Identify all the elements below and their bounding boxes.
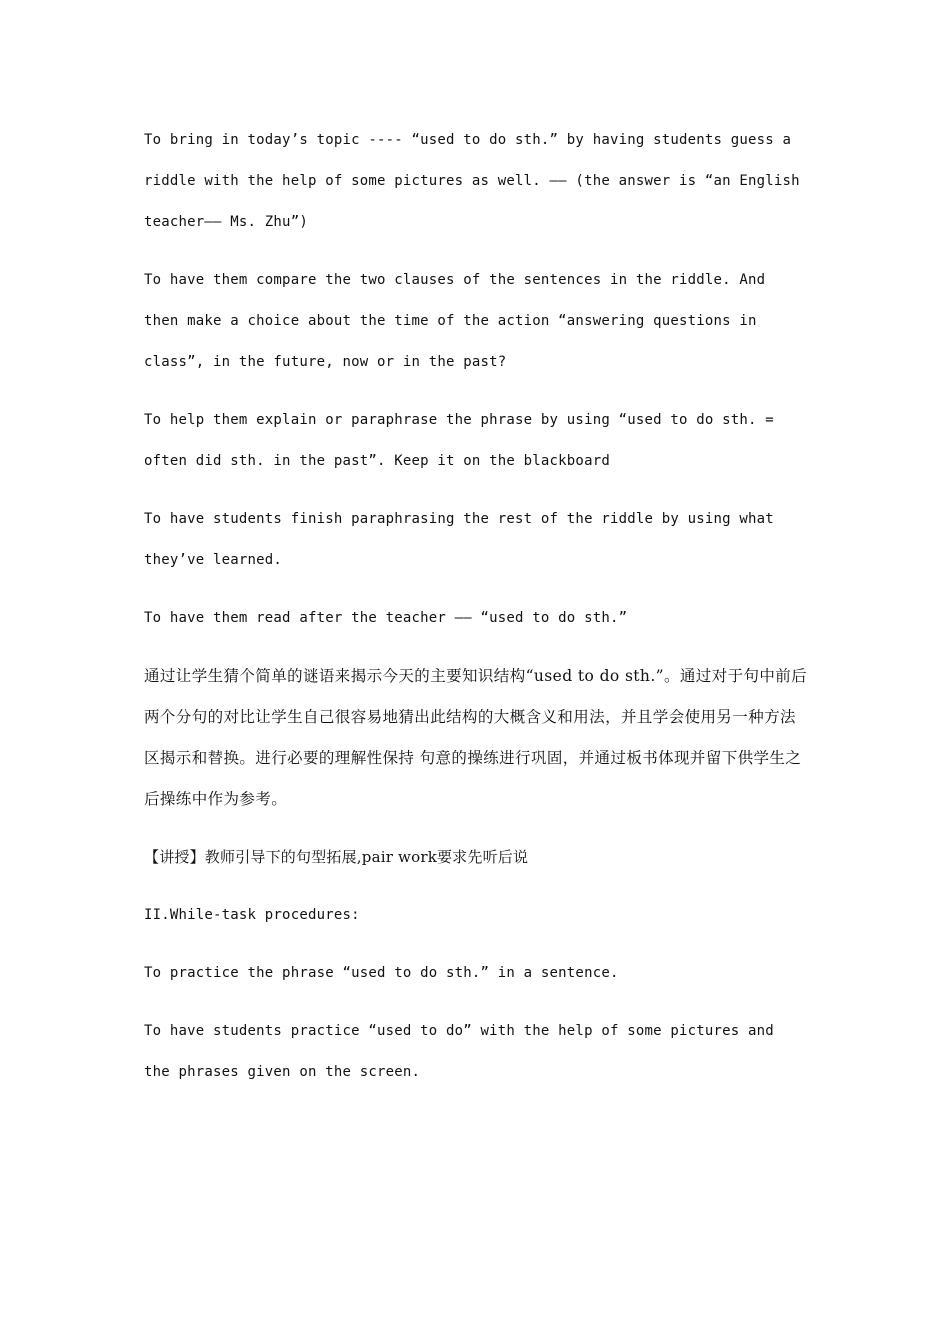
- document-body: [144, 120, 808, 1110]
- paragraph-compare-clauses: To have them compare the two clauses of the sentences in the riddle. And then make a choice about the time of the action “answering questions in class”, in the future, now or in the past?: [144, 272, 766, 370]
- paragraph-finish-riddle: To have students finish paraphrasing the rest of the riddle by using what they’ve learned.: [144, 511, 774, 568]
- section-heading-while-task: II.While-task procedures:: [144, 907, 360, 923]
- paragraph-topic-intro: To bring in today’s topic ---- “used to do sth.” by having students guess a riddle with the help of some pictures as well. —— (the answer is “an English teacher—— Ms. Zhu”): [144, 132, 800, 230]
- paragraph-read-after: To have them read after the teacher —— “used to do sth.”: [144, 610, 628, 626]
- paragraph-lecture-heading: 【讲授】教师引导下的句型拓展,pair work要求先听后说: [144, 848, 529, 866]
- paragraph-practice-pictures: To have students practice “used to do” with the help of some pictures and the phrases given on the screen.: [144, 1023, 774, 1080]
- paragraph-paraphrase: To help them explain or paraphrase the phrase by using “used to do sth. = often did sth. in the past”. Keep it on the blackboard: [144, 412, 774, 469]
- paragraph-chinese-explanation: 通过让学生猜个简单的谜语来揭示今天的主要知识结构“used to do sth.”。通过对于句中前后两个分句的对比让学生自己很容易地猜出此结构的大概含义和用法，并且学会使用另一种方法区揭示和替换。进行必要的理解性保持 句意的操练进行巩固，并通过板书体现并留下供学生之后操练中作为参考。: [144, 667, 808, 808]
- paragraph-practice-phrase: To practice the phrase “used to do sth.” in a sentence.: [144, 965, 619, 981]
